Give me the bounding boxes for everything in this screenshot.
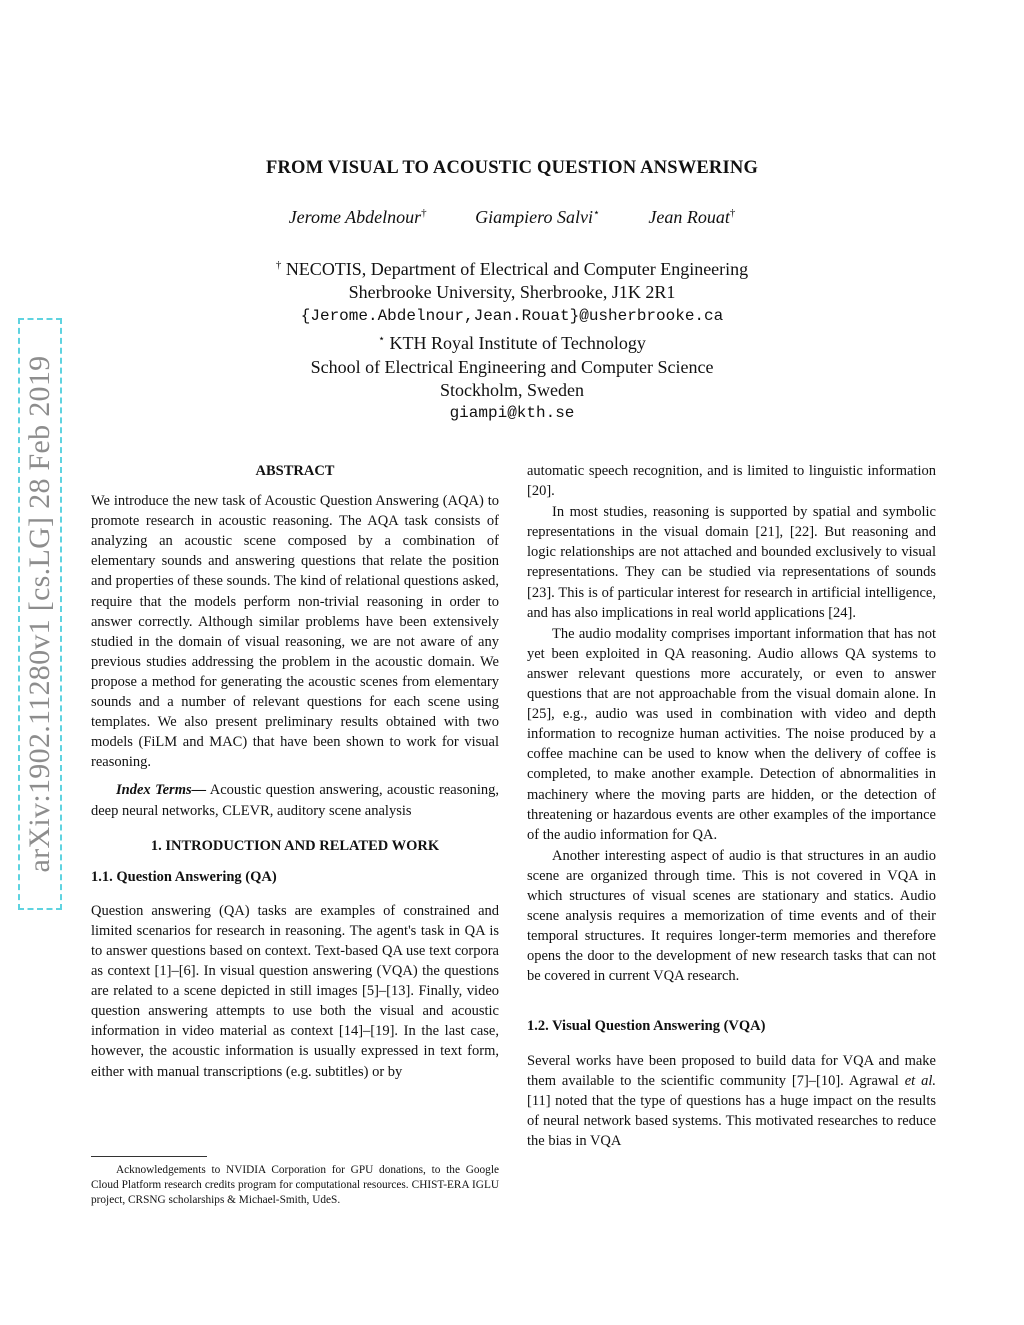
affiliation-line: School of Electrical Engineering and Computer Science <box>310 356 714 377</box>
right-column <box>527 461 936 1151</box>
author: Jean Rouat† <box>648 207 736 227</box>
affiliations <box>0 254 1024 426</box>
affiliation-line: ⋆ KTH Royal Institute of Technology <box>378 333 646 354</box>
body-paragraph: Another interesting aspect of audio is that structures in an audio scene are organized through time. This is not covered in VQA in which structures of visual scenes are stationary and statics. Audio scene analysis requires a memorization of time events and of their temporal structures. It requires longer-term memories and therefore opens the door to the development of new research tasks that can not be covered in current VQA research. <box>527 847 936 985</box>
body-paragraph: In most studies, reasoning is supported by spatial and symbolic representations in the visual domain [21], [22]. But reasoning and logic relationships are not attached and bounded exclusively to visual representations. They can be studied via representations of sounds [23]. This is of particular interest for research in artificial intelligence, and has also implications in real world applications [24]. <box>527 504 936 621</box>
affiliation-line: † NECOTIS, Department of Electrical and Computer Engineering <box>275 259 749 279</box>
body-paragraph: automatic speech recognition, and is limited to linguistic information [20]. <box>527 463 936 500</box>
footnote-text: Acknowledgements to NVIDIA Corporation for GPU donations, to the Google Cloud Platform research credits program for computational resources. CHIST-ERA IGLU project, CRSNG scholarships & Michael-Smith, UdeS. <box>91 1164 499 1206</box>
subsection-heading: 1.2. Visual Question Answering (VQA) <box>527 1018 766 1035</box>
footnote <box>91 1156 499 1208</box>
body-paragraph: The audio modality comprises important information that has not yet been exploited in QA reasoning. Audio allows QA systems to answer relevant questions more accurately, or even to answer questions that are not approachable from the visual domain alone. In [25], e.g., audio was used in combination with video and depth information to recognize human activities. The noise produced by a coffee machine can be used to know when the delivery of coffee is completed, to make another example. Detection of abnormalities in machinery where the moving parts are hidden, or the detection of threatening or hazardous events are other examples of the importance of the audio information for QA. <box>527 625 936 843</box>
author-email: {Jerome.Abdelnour,Jean.Rouat}@usherbrooke.ca <box>300 306 724 325</box>
affiliation-line: Stockholm, Sweden <box>440 380 584 401</box>
author-list <box>0 206 1024 228</box>
left-column <box>91 461 499 1082</box>
index-terms: Index Terms— Acoustic question answering, acoustic reasoning, deep neural networks, CLEVR, auditory scene analysis <box>91 782 499 819</box>
abstract-text: We introduce the new task of Acoustic Question Answering (AQA) to promote research in acoustic reasoning. The AQA task consists of analyzing an acoustic scene composed by a combination of elementary sounds and answering questions that relate the position and properties of these sounds. The kind of relational questions asked, require that the models perform non-trivial reasoning in order to answer correctly. Although similar problems have been extensively studied in the domain of visual reasoning, we are not aware of any previous studies addressing the problem in the acoustic domain. We propose a method for generating the acoustic scenes from elementary sounds and a number of relevant questions for each scene using templates. We also present preliminary results obtained with two models (FiLM and MAC) that have been shown to work for visual reasoning. <box>91 493 499 771</box>
author: Giampiero Salvi⋆ <box>475 207 600 227</box>
abstract-heading: ABSTRACT <box>255 463 335 479</box>
subsection-heading: 1.1. Question Answering (QA) <box>91 868 277 885</box>
author-email: giampi@kth.se <box>449 404 575 423</box>
body-paragraph: Several works have been proposed to build data for VQA and make them available to the scientific community [7]–[10]. Agrawal et al. [11] noted that the type of questions has a huge impact on the results of neural network based systems. This motivated researches to reduce the bias in VQA <box>527 1052 936 1149</box>
body-paragraph: Question answering (QA) tasks are examples of constrained and limited scenarios for research in reasoning. The agent's task in QA is to answer questions based on context. Text-based QA use text corpora as context [1]–[6]. In visual question answering (VQA) the questions are related to a scene depicted in still images [5]–[13]. Finally, video question answering attempts to use both the visual and acoustic information in video material as context [14]–[19]. In the last case, however, the acoustic information is usually expressed in text form, either with manual transcriptions (e.g. subtitles) or by <box>91 902 499 1080</box>
affiliation-line: Sherbrooke University, Sherbrooke, J1K 2R1 <box>348 282 676 303</box>
section-heading: 1. INTRODUCTION AND RELATED WORK <box>150 837 440 854</box>
author: Jerome Abdelnour† <box>288 207 427 227</box>
paper-title: FROM VISUAL TO ACOUSTIC QUESTION ANSWERING <box>265 158 759 178</box>
arxiv-identifier: arXiv:1902.11280v1 [cs.LG] 28 Feb 2019 <box>23 355 56 873</box>
footnote-rule <box>91 1156 207 1157</box>
